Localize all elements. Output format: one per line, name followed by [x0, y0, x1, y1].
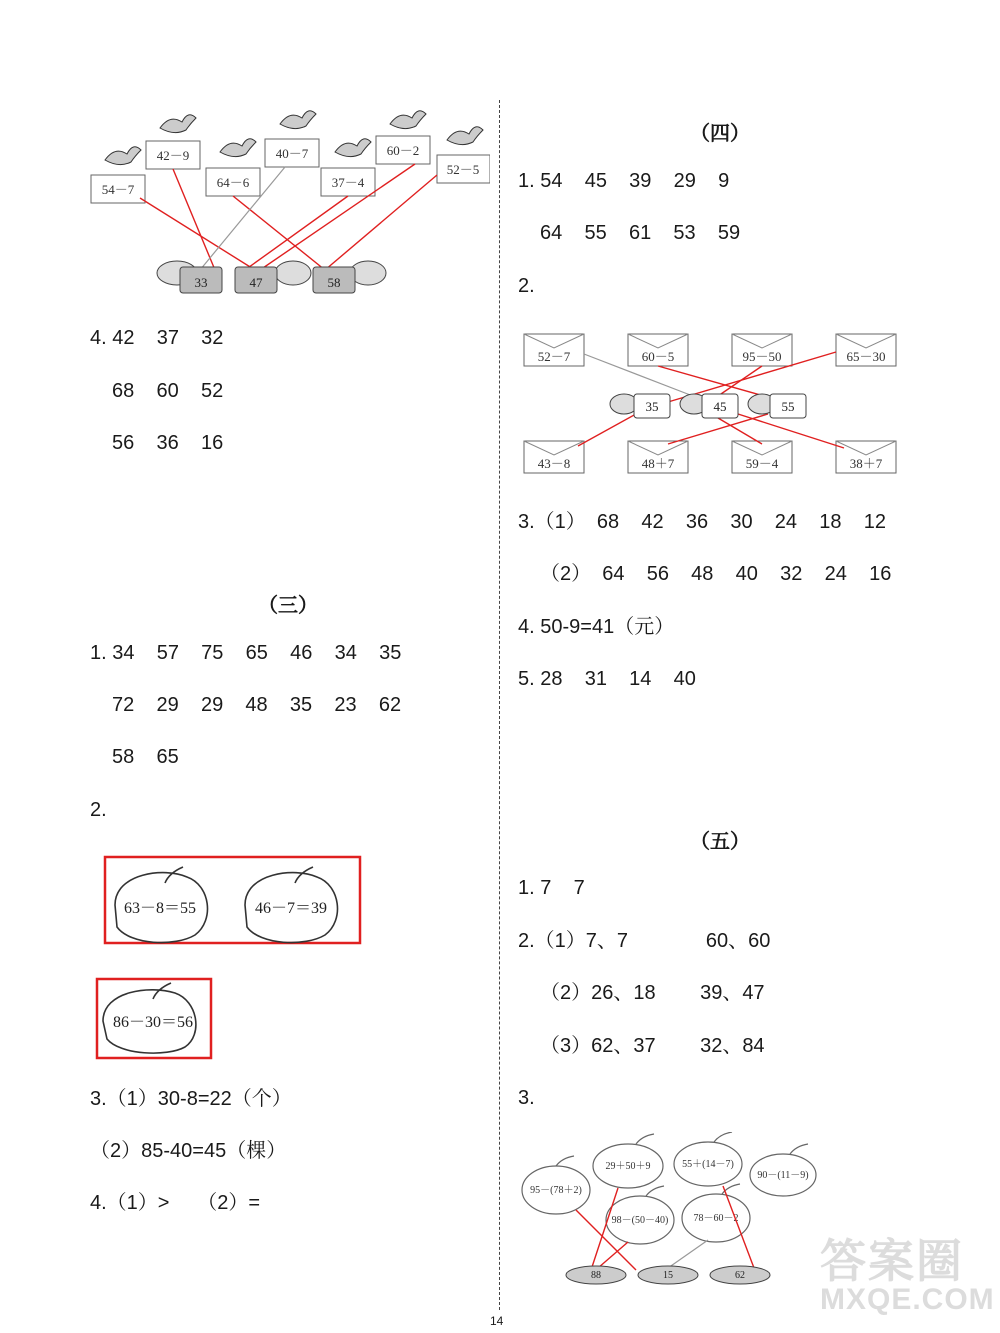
s4-q5: 5. 28 31 14 40 — [518, 668, 696, 690]
s5-q3-label: 3. — [518, 1087, 535, 1109]
apple-expression: 55＋(14－7) — [682, 1159, 734, 1170]
card-label: 60－2 — [386, 143, 420, 158]
pot-label: 58 — [327, 275, 341, 290]
s3-q3-line-1: 3.（1）30-8=22（个） — [90, 1088, 292, 1110]
s3-q2-label: 2. — [90, 799, 107, 821]
page-number: 14 — [490, 1314, 504, 1328]
envelope-label: 43－8 — [537, 456, 571, 471]
s3-q1-line-2: 72 29 29 48 35 23 62 — [112, 694, 402, 716]
section-5-title: （五） — [690, 831, 750, 853]
card-label: 52－5 — [446, 162, 480, 177]
card-label: 64－6 — [216, 175, 250, 190]
match-lines — [576, 1186, 754, 1270]
envelope-label: 52－7 — [537, 349, 571, 364]
envelope-label: 65－30 — [846, 349, 886, 364]
watermark-logo: 答案圈 — [820, 1235, 964, 1287]
s5-q2-line-3: （3）62、37 32、84 — [540, 1035, 765, 1057]
pot-label: 33 — [194, 275, 208, 290]
q4-line-2: 68 60 52 — [112, 380, 224, 402]
s3-q4: 4.（1）> （2）= — [90, 1192, 261, 1214]
apple-equation: 46－7＝39 — [254, 900, 328, 917]
apple-expression: 29＋50＋9 — [605, 1161, 651, 1172]
stem-icon — [790, 1144, 808, 1154]
watermark-url: MXQE.COM — [820, 1283, 995, 1316]
apple-equation: 63－8＝55 — [123, 900, 197, 917]
plate-label: 62 — [735, 1270, 745, 1281]
s4-q4: 4. 50-9=41（元） — [518, 616, 675, 638]
envelope-label: 38＋7 — [849, 456, 883, 471]
envelope-matching-figure — [518, 328, 903, 478]
apple-expression: 95－(78＋2) — [530, 1185, 582, 1196]
bird-rabbit-matching-figure — [85, 110, 490, 305]
s5-q2-line-1: 2.（1）7、7 60、60 — [518, 930, 771, 952]
envelope-label: 48＋7 — [641, 456, 675, 471]
column-divider — [499, 100, 500, 1310]
match-lines — [140, 164, 437, 270]
card-label: 40－7 — [275, 146, 309, 161]
gray-match-line — [668, 1240, 708, 1268]
section-3-title: （三） — [258, 595, 318, 617]
stem-icon — [556, 1156, 574, 1166]
pot-label: 45 — [713, 399, 727, 414]
s4-q1-line-2: 64 55 61 53 59 — [540, 222, 741, 244]
apple-plate-matching-figure — [518, 1132, 838, 1292]
card-label: 42－9 — [156, 148, 190, 163]
stem-icon — [646, 1186, 664, 1196]
envelope-label: 95－50 — [742, 349, 782, 364]
q4-line-3: 56 36 16 — [112, 432, 224, 454]
apple-expression: 90－(11－9) — [757, 1170, 809, 1181]
s5-q1: 1. 7 7 — [518, 877, 585, 899]
pot-label: 47 — [249, 275, 263, 290]
q4-line-1: 4. 42 37 32 — [90, 327, 224, 349]
envelope-label: 59－4 — [745, 456, 779, 471]
pot-label: 35 — [645, 399, 659, 414]
s4-q3-line-1: 3.（1） 68 42 36 30 24 18 12 — [518, 511, 886, 533]
plate-label: 15 — [663, 1270, 673, 1281]
card-label: 54－7 — [101, 182, 135, 197]
s3-q1-line-1: 1. 34 57 75 65 46 34 35 — [90, 642, 402, 664]
section-4-title: （四） — [690, 123, 750, 145]
s4-q2-label: 2. — [518, 275, 535, 297]
s4-q3-line-2: （2） 64 56 48 40 32 24 16 — [540, 563, 892, 585]
apple-equation: 86－30＝56 — [112, 1014, 194, 1031]
s3-q1-line-3: 58 65 — [112, 746, 179, 768]
pot-label: 55 — [781, 399, 795, 414]
s5-q2-line-2: （2）26、18 39、47 — [540, 982, 765, 1004]
stem-icon — [714, 1132, 732, 1142]
apple-answers-figure — [95, 855, 365, 1065]
card-label: 37－4 — [331, 175, 365, 190]
s3-q3-line-2: （2）85-40=45（棵） — [90, 1140, 287, 1162]
apple-expression: 98－(50－40) — [611, 1215, 669, 1226]
plate-label: 88 — [591, 1270, 601, 1281]
stem-icon — [636, 1134, 654, 1144]
envelope-label: 60－5 — [641, 349, 675, 364]
s4-q1-line-1: 1. 54 45 39 29 9 — [518, 170, 730, 192]
apple-expression: 78－60－2 — [693, 1213, 739, 1224]
